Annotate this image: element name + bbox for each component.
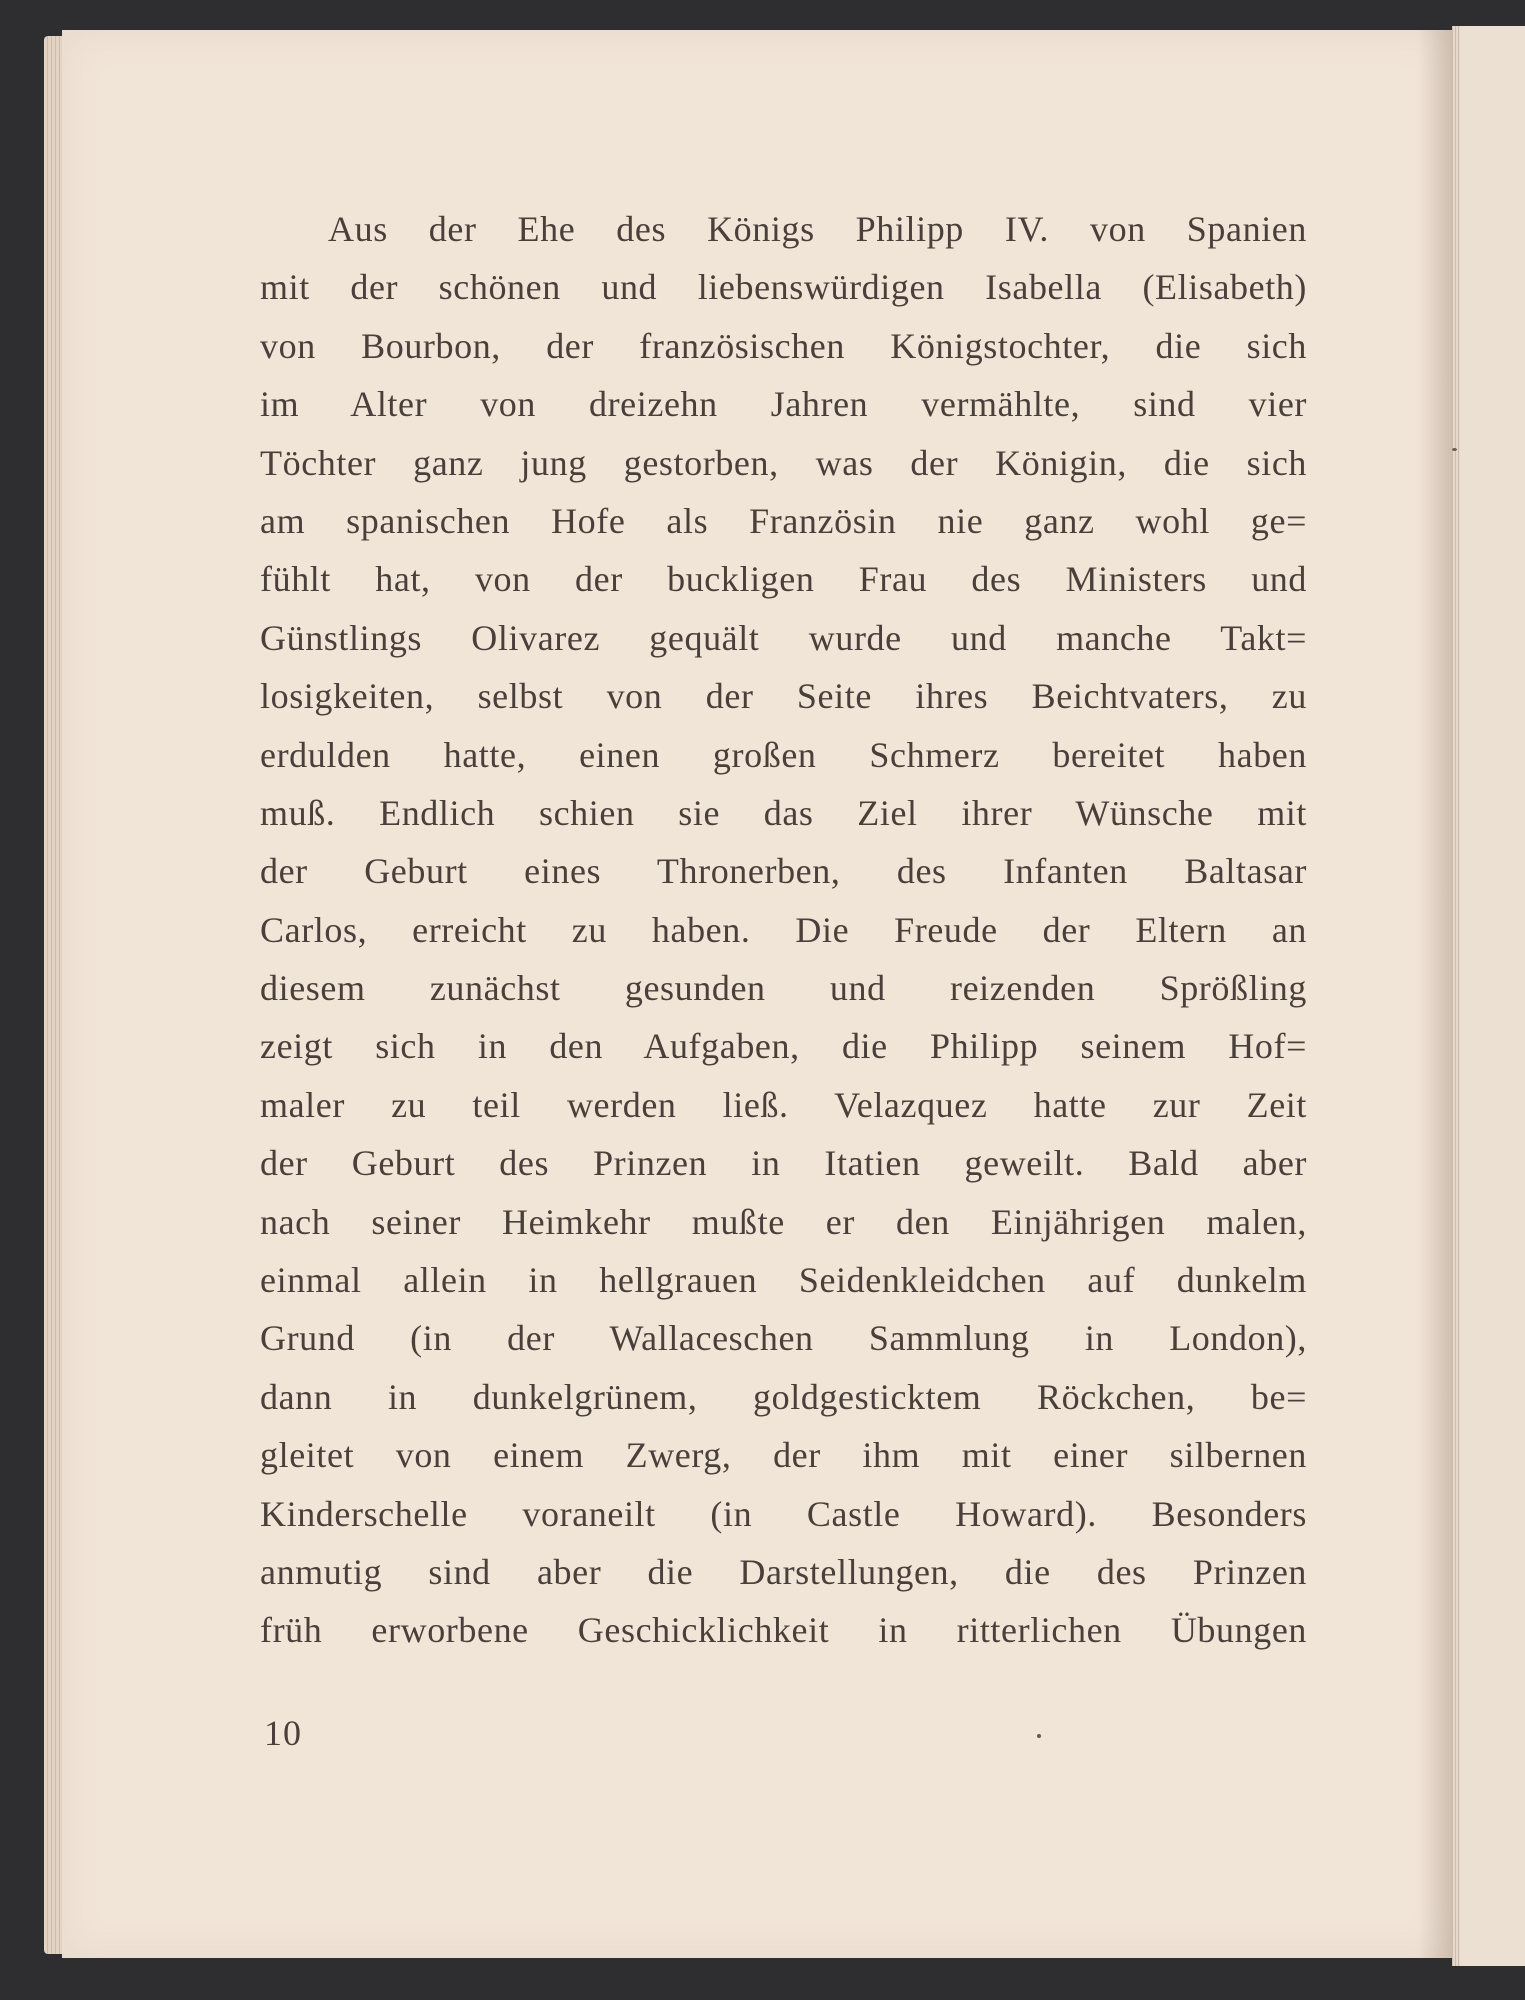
text-line: einmal allein in hellgrauen Seidenkleidchen auf dunkelm — [260, 1260, 1307, 1301]
text-line: Aus der Ehe des Königs Philipp IV. von Spanien — [328, 209, 1307, 249]
text-line: erdulden hatte, einen großen Schmerz bereitet haben — [260, 734, 1307, 775]
text-line: diesem zunächst gesunden und reizenden Sprößling — [260, 968, 1307, 1009]
page-gutter-shadow — [1418, 30, 1452, 1958]
text-line: gleitet von einem Zwerg, der ihm mit einer silbernen — [260, 1435, 1307, 1476]
facing-page-edges — [1452, 26, 1460, 1966]
text-line: nach seiner Heimkehr mußte er den Einjährigen malen, — [260, 1201, 1307, 1242]
text-line: der Geburt des Prinzen in Itatien geweilt. Bald aber — [260, 1143, 1307, 1184]
ink-speck — [1037, 1734, 1041, 1738]
text-line: von Bourbon, der französischen Königstochter, die sich — [260, 325, 1307, 366]
body-text — [260, 200, 1307, 1660]
page-number: 10 — [264, 1713, 302, 1753]
text-line: Günstlings Olivarez gequält wurde und manche Takt= — [260, 617, 1307, 658]
ink-speck — [1452, 448, 1457, 451]
text-line: am spanischen Hofe als Französin nie ganz wohl ge= — [260, 500, 1307, 541]
text-line: maler zu teil werden ließ. Velazquez hatte zur Zeit — [260, 1084, 1307, 1125]
text-line: fühlt hat, von der buckligen Frau des Ministers und — [260, 559, 1307, 600]
text-line: losigkeiten, selbst von der Seite ihres Beichtvaters, zu — [260, 676, 1307, 717]
text-line: anmutig sind aber die Darstellungen, die des Prinzen — [260, 1551, 1307, 1592]
text-line: Kinderschelle voraneilt (in Castle Howard). Besonders — [260, 1493, 1307, 1534]
text-line: dann in dunkelgrünem, goldgesticktem Röckchen, be= — [260, 1376, 1307, 1417]
text-line: im Alter von dreizehn Jahren vermählte, sind vier — [260, 384, 1307, 425]
text-line: zeigt sich in den Aufgaben, die Philipp seinem Hof= — [260, 1026, 1307, 1067]
text-line: der Geburt eines Thronerben, des Infanten Baltasar — [260, 851, 1307, 892]
text-line: früh erworbene Geschicklichkeit in ritterlichen Übungen — [260, 1610, 1307, 1651]
text-line: Carlos, erreicht zu haben. Die Freude der Eltern an — [260, 909, 1307, 950]
text-line: muß. Endlich schien sie das Ziel ihrer Wünsche mit — [260, 792, 1307, 833]
text-line: mit der schönen und liebenswürdigen Isabella (Elisabeth) — [260, 267, 1307, 308]
facing-page-edge — [1452, 26, 1525, 1966]
text-line: Töchter ganz jung gestorben, was der Königin, die sich — [260, 442, 1307, 483]
text-line: Grund (in der Wallaceschen Sammlung in London), — [260, 1318, 1307, 1359]
